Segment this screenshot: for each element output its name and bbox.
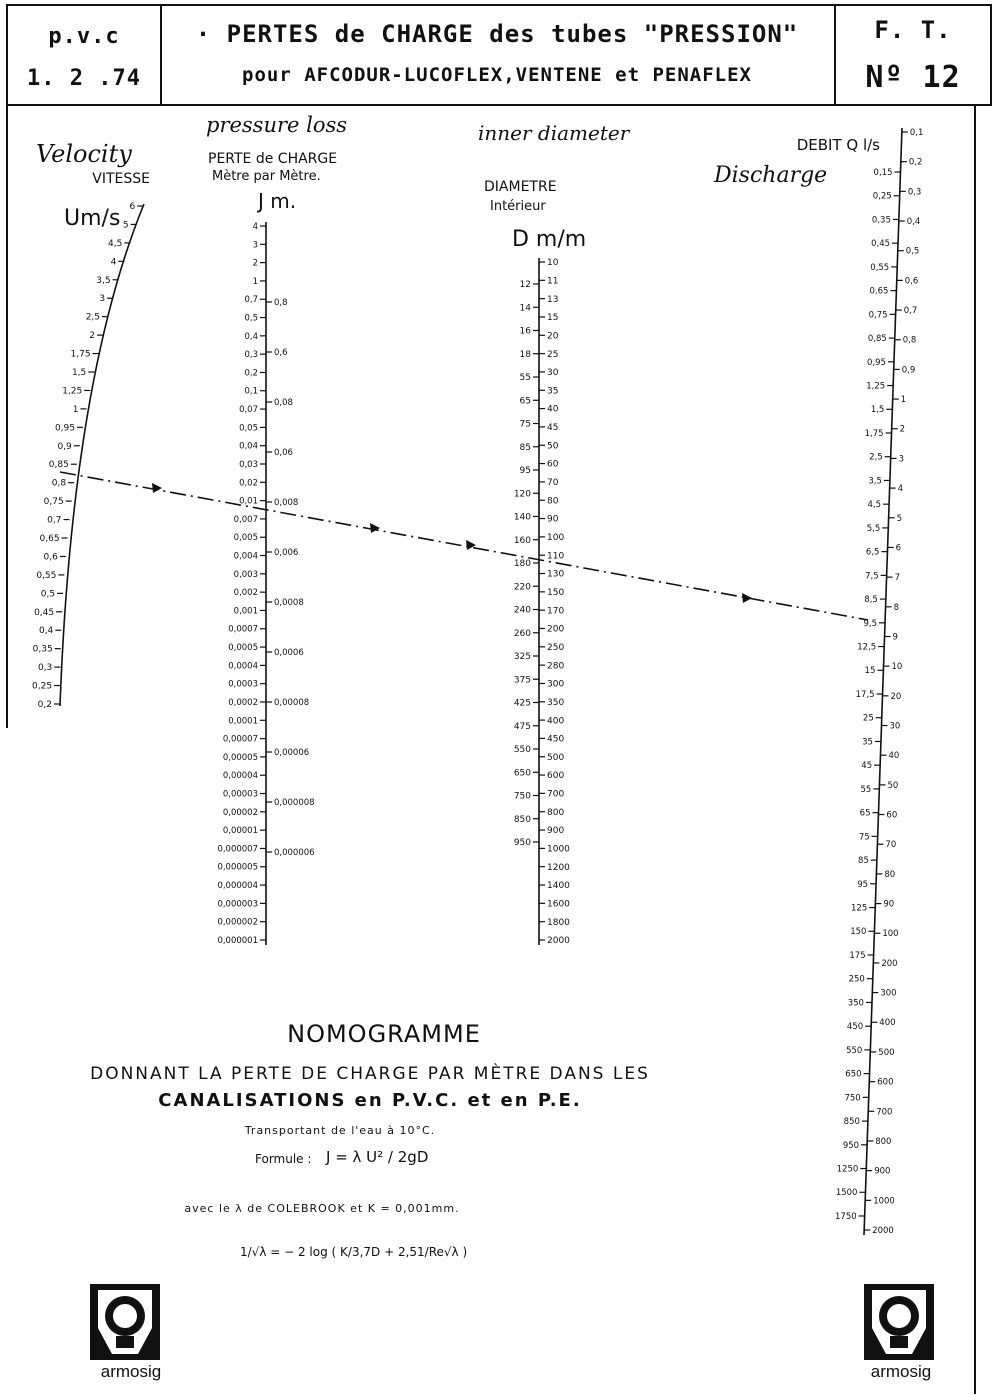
pressure-loss-tick-label: 0,00005 bbox=[222, 752, 258, 763]
discharge-tick-label: 0,4 bbox=[906, 217, 921, 228]
discharge-tick-label: 1750 bbox=[835, 1211, 857, 1222]
diameter-tick-label: 140 bbox=[513, 512, 531, 523]
diameter-tick-label: 110 bbox=[547, 551, 565, 562]
discharge-tick-label: 700 bbox=[876, 1107, 893, 1118]
discharge-tick-label: 1000 bbox=[873, 1196, 895, 1207]
pressure-loss-tick-label: 0,008 bbox=[274, 497, 299, 508]
diameter-tick-label: 450 bbox=[547, 734, 565, 745]
velocity-tick-label: 1 bbox=[72, 404, 79, 415]
discharge-tick-label: 35 bbox=[862, 737, 873, 748]
discharge-tick-label: 0,25 bbox=[872, 191, 892, 202]
discharge-tick-label: 900 bbox=[874, 1166, 891, 1177]
pressure-loss-tick-label: 0,7 bbox=[244, 295, 258, 306]
caption-line-2: CANALISATIONS en P.V.C. et en P.E. bbox=[158, 1090, 582, 1111]
pressure-loss-tick-label: 0,000005 bbox=[217, 862, 258, 873]
velocity-tick-label: 4,5 bbox=[108, 238, 123, 249]
pressure-loss-tick-label: 0,4 bbox=[244, 331, 258, 342]
discharge-tick-label: 2000 bbox=[872, 1225, 894, 1236]
pressure-loss-tick-label: 0,0005 bbox=[228, 643, 258, 654]
discharge-tick-label: 10 bbox=[891, 662, 903, 673]
material-label: p.v.c bbox=[48, 24, 120, 49]
discharge-tick-label: 0,75 bbox=[868, 310, 888, 321]
pressure-loss-sublabel: Mètre par Mètre. bbox=[212, 169, 321, 184]
pressure-loss-tick-label: 0,05 bbox=[239, 423, 258, 434]
velocity-tick-label: 0,75 bbox=[43, 497, 64, 508]
discharge-tick-label: 6 bbox=[895, 543, 902, 554]
pressure-loss-tick-label: 0,03 bbox=[239, 459, 258, 470]
diameter-tick-label: 160 bbox=[513, 535, 531, 546]
diameter-tick-label: 250 bbox=[547, 642, 565, 653]
velocity-tick-label: 0,7 bbox=[47, 515, 62, 526]
discharge-tick-label: 0,6 bbox=[904, 276, 919, 287]
diameter-tick-label: 240 bbox=[513, 605, 531, 616]
pressure-loss-tick-label: 0,0002 bbox=[228, 697, 258, 708]
diameter-tick-label: 45 bbox=[547, 423, 559, 434]
discharge-tick-label: 750 bbox=[844, 1093, 861, 1104]
pressure-loss-tick-label: 0,001 bbox=[233, 606, 258, 617]
diameter-tick-label: 10 bbox=[547, 258, 559, 269]
discharge-tick-label: 175 bbox=[849, 950, 866, 961]
pressure-loss-tick-label: 2 bbox=[252, 258, 258, 269]
diameter-tick-label: 35 bbox=[547, 386, 559, 397]
discharge-tick-label: 0,2 bbox=[908, 157, 923, 168]
discharge-tick-label: 500 bbox=[878, 1047, 895, 1058]
diameter-tick-label: 550 bbox=[513, 745, 531, 756]
discharge-tick-label: 0,15 bbox=[873, 167, 893, 178]
document-subtitle: pour AFCODUR-LUCOFLEX,VENTENE et PENAFLEX bbox=[242, 64, 752, 86]
diameter-tick-label: 350 bbox=[547, 697, 565, 708]
discharge-tick-label: 8,5 bbox=[864, 595, 878, 606]
caption-title: NOMOGRAMME bbox=[287, 1020, 481, 1048]
discharge-tick-label: 1,75 bbox=[864, 428, 884, 439]
discharge-tick-label: 1250 bbox=[836, 1164, 859, 1175]
velocity-tick-label: 0,35 bbox=[32, 644, 53, 655]
discharge-tick-label: 0,5 bbox=[905, 246, 920, 257]
pressure-loss-tick-label: 0,01 bbox=[239, 496, 258, 507]
discharge-tick-label: 45 bbox=[861, 761, 873, 772]
discharge-tick-label: 5 bbox=[896, 513, 903, 524]
pressure-loss-tick-label: 0,00002 bbox=[222, 807, 258, 818]
diameter-tick-label: 425 bbox=[513, 698, 531, 709]
discharge-tick-label: 40 bbox=[888, 751, 900, 762]
pressure-loss-tick-label: 0,00006 bbox=[274, 747, 310, 758]
diameter-label: DIAMETRE bbox=[484, 179, 557, 195]
armosig-logo-left bbox=[86, 1282, 176, 1382]
discharge-tick-label: 600 bbox=[877, 1077, 894, 1088]
colebrook-formula: 1/√λ = − 2 log ( K/3,7D + 2,51/Re√λ ) bbox=[240, 1245, 468, 1259]
diameter-tick-label: 650 bbox=[513, 768, 531, 779]
pressure-loss-tick-label: 0,0006 bbox=[274, 647, 304, 658]
diameter-tick-label: 100 bbox=[547, 533, 565, 544]
pressure-loss-tick-label: 0,003 bbox=[233, 569, 258, 580]
discharge-tick-label: 6,5 bbox=[865, 547, 880, 558]
velocity-tick-label: 0,95 bbox=[54, 423, 76, 434]
diameter-hand-label: inner diameter bbox=[478, 121, 630, 145]
diameter-tick-label: 500 bbox=[547, 752, 565, 763]
document-title: · PERTES de CHARGE des tubes "PRESSION" bbox=[195, 20, 799, 48]
discharge-tick-label: 1,25 bbox=[866, 381, 886, 392]
diameter-tick-label: 280 bbox=[547, 661, 565, 672]
pressure-loss-tick-label: 0,000008 bbox=[274, 797, 315, 808]
diameter-sublabel: Intérieur bbox=[490, 199, 546, 214]
diameter-tick-label: 220 bbox=[513, 582, 531, 593]
velocity-tick-label: 3 bbox=[99, 294, 106, 305]
discharge-tick-label: 2,5 bbox=[869, 452, 883, 463]
diameter-tick-label: 900 bbox=[547, 826, 565, 837]
discharge-tick-label: 350 bbox=[847, 998, 864, 1009]
pressure-loss-label: PERTE de CHARGE bbox=[208, 151, 338, 167]
diameter-tick-label: 20 bbox=[547, 331, 559, 342]
velocity-tick-label: 2,5 bbox=[85, 312, 101, 323]
discharge-tick-label: 17,5 bbox=[855, 689, 875, 700]
discharge-tick-label: 550 bbox=[846, 1045, 863, 1056]
discharge-tick-label: 75 bbox=[858, 832, 870, 843]
pressure-loss-tick-label: 0,5 bbox=[244, 313, 258, 324]
discharge-tick-label: 5,5 bbox=[866, 523, 881, 534]
armosig-logo-right bbox=[856, 1282, 946, 1382]
pressure-loss-tick-label: 0,07 bbox=[239, 405, 258, 416]
diameter-tick-label: 1000 bbox=[547, 844, 570, 855]
discharge-tick-label: 3,5 bbox=[868, 476, 882, 487]
discharge-tick-label: 3 bbox=[898, 454, 905, 465]
formula-label: Formule : bbox=[255, 1152, 312, 1166]
diameter-tick-label: 130 bbox=[547, 569, 565, 580]
diameter-tick-label: 14 bbox=[519, 303, 531, 314]
diameter-tick-label: 65 bbox=[519, 396, 531, 407]
discharge-tick-label: 7,5 bbox=[865, 571, 879, 582]
discharge-label: DEBIT Q l/s bbox=[796, 136, 880, 154]
velocity-tick-label: 0,2 bbox=[37, 700, 53, 710]
velocity-tick-label: 1,5 bbox=[71, 368, 87, 378]
pressure-loss-tick-label: 0,000003 bbox=[217, 899, 258, 910]
discharge-tick-label: 650 bbox=[845, 1069, 862, 1080]
discharge-tick-label: 4 bbox=[897, 484, 904, 495]
pressure-loss-tick-label: 1 bbox=[252, 276, 258, 287]
discharge-tick-label: 950 bbox=[842, 1140, 860, 1151]
diameter-tick-label: 1800 bbox=[547, 917, 570, 928]
velocity-label: VITESSE bbox=[92, 171, 150, 187]
diameter-tick-label: 260 bbox=[513, 628, 531, 639]
diameter-tick-label: 11 bbox=[547, 276, 559, 287]
discharge-tick-label: 800 bbox=[875, 1136, 892, 1147]
diameter-tick-label: 60 bbox=[547, 459, 559, 470]
discharge-tick-label: 1 bbox=[900, 395, 907, 406]
discharge-tick-label: 0,8 bbox=[902, 335, 917, 346]
pressure-loss-tick-label: 0,000007 bbox=[217, 844, 258, 855]
pressure-loss-hand-label: pressure loss bbox=[206, 113, 348, 137]
pressure-loss-tick-label: 0,0008 bbox=[274, 597, 304, 608]
discharge-tick-label: 8 bbox=[893, 602, 899, 613]
diameter-tick-label: 600 bbox=[547, 771, 565, 782]
diameter-tick-label: 15 bbox=[547, 313, 559, 324]
velocity-tick-label: 2 bbox=[89, 331, 96, 342]
caption-line-3: Transportant de l'eau à 10°C. bbox=[244, 1124, 436, 1137]
velocity-tick-label: 0,4 bbox=[38, 626, 54, 637]
diameter-tick-label: 750 bbox=[513, 791, 531, 802]
discharge-tick-label: 30 bbox=[889, 721, 901, 732]
darcy-formula: J = λ U² / 2gD bbox=[326, 1148, 429, 1166]
pressure-loss-tick-label: 4 bbox=[252, 221, 258, 232]
velocity-tick-label: 4 bbox=[110, 257, 117, 268]
diameter-tick-label: 1600 bbox=[547, 899, 570, 910]
velocity-tick-label: 5 bbox=[122, 220, 129, 231]
pressure-loss-tick-label: 0,06 bbox=[274, 447, 293, 458]
pressure-loss-tick-label: 0,00008 bbox=[274, 697, 310, 708]
velocity-tick-label: 0,55 bbox=[36, 570, 57, 581]
discharge-tick-label: 80 bbox=[884, 869, 896, 880]
diameter-tick-label: 475 bbox=[513, 721, 531, 732]
reading-line-arrow bbox=[370, 523, 380, 533]
diameter-tick-label: 400 bbox=[547, 716, 565, 727]
diameter-tick-label: 120 bbox=[513, 489, 531, 500]
velocity-tick-label: 6 bbox=[129, 202, 136, 212]
discharge-tick-label: 0,45 bbox=[871, 239, 891, 250]
date-label: 1. 2 .74 bbox=[27, 66, 141, 91]
pressure-loss-tick-label: 0,04 bbox=[239, 441, 258, 452]
armosig-wordmark: armosig bbox=[870, 1362, 932, 1381]
discharge-tick-label: 400 bbox=[879, 1018, 896, 1029]
velocity-tick-label: 3,5 bbox=[96, 275, 111, 286]
armosig-emblem bbox=[86, 1282, 176, 1362]
pressure-loss-tick-label: 0,00001 bbox=[222, 826, 258, 837]
discharge-tick-label: 300 bbox=[880, 988, 897, 999]
diameter-tick-label: 80 bbox=[547, 496, 559, 507]
diameter-tick-label: 50 bbox=[547, 441, 559, 452]
pressure-loss-tick-label: 0,2 bbox=[244, 368, 258, 379]
discharge-tick-label: 12,5 bbox=[857, 642, 877, 653]
discharge-tick-label: 0,55 bbox=[870, 262, 890, 273]
discharge-tick-label: 0,9 bbox=[901, 365, 916, 376]
velocity-unit: Um/s bbox=[64, 206, 121, 231]
diameter-tick-label: 95 bbox=[519, 466, 531, 477]
armosig-emblem bbox=[856, 1282, 946, 1362]
discharge-tick-label: 70 bbox=[885, 840, 897, 851]
diameter-tick-label: 13 bbox=[547, 294, 559, 305]
discharge-tick-label: 15 bbox=[864, 666, 876, 677]
diameter-tick-label: 325 bbox=[513, 652, 531, 663]
pressure-loss-tick-label: 0,8 bbox=[274, 297, 288, 308]
pressure-loss-tick-label: 0,000002 bbox=[217, 917, 258, 928]
discharge-tick-label: 65 bbox=[859, 808, 871, 819]
velocity-tick-label: 0,3 bbox=[37, 663, 53, 674]
diameter-tick-label: 70 bbox=[547, 478, 559, 489]
pressure-loss-unit: J m. bbox=[258, 189, 297, 213]
discharge-tick-label: 4,5 bbox=[867, 500, 882, 511]
discharge-tick-label: 7 bbox=[894, 573, 901, 584]
discharge-tick-label: 150 bbox=[850, 927, 867, 938]
pressure-loss-tick-label: 0,00003 bbox=[222, 789, 258, 800]
sheet-number: Nº 12 bbox=[865, 60, 961, 95]
discharge-tick-label: 2 bbox=[899, 424, 906, 435]
discharge-tick-label: 0,7 bbox=[903, 306, 918, 317]
pressure-loss-tick-label: 0,02 bbox=[239, 478, 258, 489]
diameter-tick-label: 850 bbox=[513, 814, 531, 825]
diameter-tick-label: 2000 bbox=[547, 936, 570, 947]
velocity-tick-label: 0,8 bbox=[51, 478, 67, 489]
discharge-tick-label: 90 bbox=[883, 899, 895, 910]
pressure-loss-tick-label: 0,0001 bbox=[228, 716, 258, 727]
discharge-tick-label: 9,5 bbox=[863, 618, 878, 629]
pressure-loss-tick-label: 0,000006 bbox=[274, 847, 315, 858]
diameter-tick-label: 90 bbox=[547, 514, 559, 525]
pressure-loss-tick-label: 0,6 bbox=[274, 347, 288, 358]
reading-line-arrow bbox=[742, 593, 752, 603]
discharge-tick-label: 200 bbox=[881, 958, 898, 969]
sheet-code: F. T. bbox=[874, 16, 952, 44]
velocity-hand-label: Velocity bbox=[36, 140, 132, 168]
diameter-tick-label: 12 bbox=[519, 280, 531, 291]
discharge-tick-label: 850 bbox=[843, 1117, 860, 1128]
diameter-tick-label: 150 bbox=[547, 587, 565, 598]
diameter-tick-label: 700 bbox=[547, 789, 565, 800]
diameter-tick-label: 75 bbox=[519, 419, 531, 430]
diameter-tick-label: 16 bbox=[519, 326, 531, 337]
diameter-tick-label: 1400 bbox=[547, 881, 570, 892]
pressure-loss-tick-label: 0,1 bbox=[244, 386, 258, 397]
diameter-tick-label: 800 bbox=[547, 807, 565, 818]
velocity-tick-label: 0,65 bbox=[39, 534, 60, 544]
discharge-tick-label: 20 bbox=[890, 691, 902, 702]
discharge-hand-label: Discharge bbox=[714, 163, 828, 188]
diameter-tick-label: 25 bbox=[547, 349, 559, 360]
pressure-loss-tick-label: 0,004 bbox=[233, 551, 258, 562]
pressure-loss-tick-label: 0,000004 bbox=[217, 881, 258, 892]
diameter-tick-label: 18 bbox=[519, 349, 531, 360]
velocity-tick-label: 1,75 bbox=[70, 349, 91, 360]
discharge-tick-label: 25 bbox=[862, 713, 874, 724]
pressure-loss-tick-label: 3 bbox=[252, 240, 258, 251]
velocity-tick-label: 0,85 bbox=[48, 460, 69, 471]
discharge-tick-label: 0,95 bbox=[867, 357, 886, 368]
diameter-tick-label: 200 bbox=[547, 624, 565, 635]
armosig-wordmark: armosig bbox=[100, 1362, 162, 1381]
pressure-loss-tick-label: 0,005 bbox=[233, 533, 258, 544]
diameter-unit: D m/m bbox=[512, 227, 587, 252]
discharge-tick-label: 85 bbox=[858, 856, 869, 867]
discharge-tick-label: 55 bbox=[860, 784, 872, 795]
diameter-tick-label: 40 bbox=[547, 404, 559, 415]
velocity-tick-label: 1,25 bbox=[62, 386, 83, 397]
pressure-loss-tick-label: 0,00004 bbox=[222, 771, 258, 782]
diameter-tick-label: 170 bbox=[547, 606, 565, 617]
discharge-tick-label: 60 bbox=[886, 810, 898, 821]
discharge-tick-label: 0,1 bbox=[909, 127, 924, 138]
discharge-tick-label: 125 bbox=[851, 903, 868, 914]
velocity-tick-label: 0,9 bbox=[57, 441, 72, 452]
discharge-tick-label: 9 bbox=[892, 632, 898, 643]
diameter-tick-label: 1200 bbox=[547, 862, 570, 873]
discharge-tick-label: 250 bbox=[848, 974, 865, 985]
velocity-tick-label: 0,25 bbox=[32, 681, 53, 692]
pressure-loss-tick-label: 0,002 bbox=[233, 588, 258, 599]
pressure-loss-tick-label: 0,006 bbox=[274, 547, 299, 558]
diameter-tick-label: 85 bbox=[519, 442, 531, 453]
discharge-tick-label: 450 bbox=[846, 1022, 864, 1033]
discharge-tick-label: 95 bbox=[857, 879, 869, 890]
caption-line-4: avec le λ de COLEBROOK et K = 0,001mm. bbox=[184, 1202, 460, 1215]
pressure-loss-tick-label: 0,08 bbox=[274, 397, 293, 408]
reading-line-arrow bbox=[152, 483, 162, 493]
velocity-tick-label: 0,45 bbox=[34, 607, 55, 618]
diameter-tick-label: 180 bbox=[513, 559, 531, 570]
discharge-tick-label: 50 bbox=[887, 780, 899, 791]
discharge-tick-label: 0,85 bbox=[867, 334, 887, 345]
diameter-tick-label: 375 bbox=[513, 675, 531, 686]
pressure-loss-tick-label: 0,0007 bbox=[228, 624, 258, 635]
diameter-tick-label: 55 bbox=[519, 373, 531, 384]
velocity-tick-label: 0,5 bbox=[40, 589, 56, 600]
discharge-tick-label: 0,65 bbox=[869, 286, 889, 297]
discharge-tick-label: 0,3 bbox=[907, 187, 922, 198]
pressure-loss-tick-label: 0,007 bbox=[233, 514, 258, 525]
pressure-loss-tick-label: 0,00007 bbox=[222, 734, 258, 745]
pressure-loss-tick-label: 0,3 bbox=[244, 350, 258, 361]
diameter-tick-label: 30 bbox=[547, 368, 559, 379]
pressure-loss-tick-label: 0,0004 bbox=[228, 661, 258, 672]
velocity-tick-label: 0,6 bbox=[43, 552, 58, 563]
pressure-loss-tick-label: 0,000001 bbox=[217, 935, 258, 946]
diameter-tick-label: 950 bbox=[513, 838, 531, 849]
diameter-tick-label: 300 bbox=[547, 679, 565, 690]
discharge-tick-label: 100 bbox=[882, 929, 899, 940]
discharge-tick-label: 1500 bbox=[835, 1188, 858, 1199]
discharge-tick-label: 1,5 bbox=[870, 405, 885, 416]
discharge-tick-label: 0,35 bbox=[871, 215, 891, 226]
caption-line-1: DONNANT LA PERTE DE CHARGE PAR MÈTRE DANS LES bbox=[90, 1064, 650, 1084]
pressure-loss-tick-label: 0,0003 bbox=[228, 679, 258, 690]
